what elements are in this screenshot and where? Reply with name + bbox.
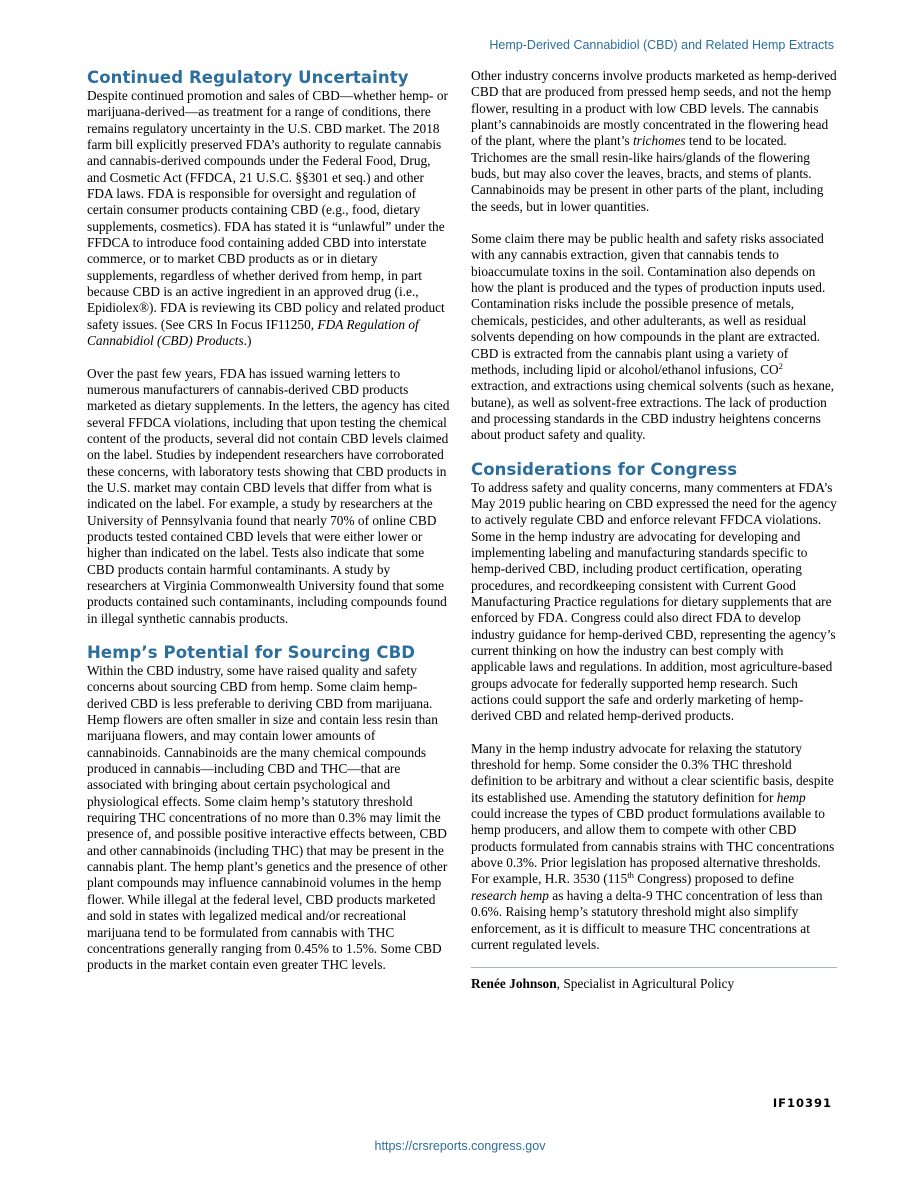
- document-number: IF10391: [772, 1096, 832, 1110]
- superscript: th: [627, 870, 634, 881]
- italic-term-hemp: hemp: [776, 789, 806, 805]
- citation-title: FDA Regulation of Cannabidiol (CBD) Products: [87, 316, 419, 349]
- heading-hemp-potential: Hemp’s Potential for Sourcing CBD: [87, 643, 416, 662]
- byline-divider: [471, 967, 837, 968]
- paragraph-extraction-risks: [471, 231, 837, 443]
- paragraph-text: Many in the hemp industry advocate for relaxing the statutory threshold for hemp. Some consider the 0.3% THC threshold definition to be arbitrary and without a clear scientific basis, despite its established use. Amending the statutory definition for: [471, 740, 834, 805]
- running-header: Hemp-Derived Cannabidiol (CBD) and Related Hemp Extracts: [489, 38, 834, 52]
- author-byline: [471, 976, 837, 992]
- paragraph-text: .): [243, 333, 252, 349]
- left-column: [87, 68, 450, 990]
- italic-term-trichomes: trichomes: [632, 133, 686, 149]
- superscript: 2: [778, 360, 783, 371]
- author-title: , Specialist in Agricultural Policy: [556, 976, 735, 992]
- paragraph-text: Congress) proposed to define: [633, 871, 794, 887]
- paragraph-regulatory-1: [87, 88, 450, 350]
- paragraph-regulatory-2: Over the past few years, FDA has issued warning letters to numerous manufacturers of cannabis-derived CBD products marketed as dietary supplements. In the letters, the agency has cited several FFDCA violations, including that upon testing the chemical content of the products, several did not contain CBD levels claimed on the label. Studies by independent researchers have corroborated these concerns, with laboratory tests showing that CBD products in the U.S. market may contain CBD levels that differ from what is indicated on the label. For example, a study by researchers at the University of Pennsylvania found that nearly 70% of online CBD products tested contained CBD levels that were either lower or higher than indicated on the label. Tests also indicate that some CBD products contain harmful contaminants. A study by researchers at Virginia Commonwealth University found that some products contained such contaminants, including compounds found in illegal synthetic cannabis products.: [87, 365, 450, 626]
- paragraph-text: could increase the types of CBD product formulations available to hemp producers, and allow them to compete with other CBD products formulated from cannabis strains with THC concentrations above 0.3%. Prior legislation has proposed alternative thresholds. For example, H.R. 3530 (115: [471, 806, 835, 887]
- paragraph-text: Despite continued promotion and sales of CBD—whether hemp- or marijuana-derived—as treatment for a range of conditions, there remains regulatory uncertainty in the U.S. CBD market. The 2018 farm bill explicitly preserved FDA’s authority to regulate cannabis and cannabis-derived compounds under the Federal Food, Drug, and Cosmetic Act (FFDCA, 21 U.S.C. §§301 et seq.) and other FDA laws. FDA is responsible for oversight and regulation of certain consumer products containing CBD (e.g., food, dietary supplements, cosmetics). FDA has stated it is “unlawful” under the FFDCA to introduce food containing added CBD into interstate commerce, or to market CBD products as or in dietary supplements, regardless of whether derived from hemp, in part because CBD is an active ingredient in an approved drug (i.e., Epidiolex®). FDA is reviewing its CBD policy and related product safety issues. (See CRS In Focus IF11250,: [87, 88, 448, 332]
- paragraph-seeds-concern: [471, 68, 837, 215]
- italic-term-research-hemp: research hemp: [471, 887, 549, 903]
- paragraph-considerations-1: To address safety and quality concerns, many commenters at FDA’s May 2019 public hearing on CBD expressed the need for the agency to actively regulate CBD and enforce relevant FFDCA violations. Some in the hemp industry are advocating for developing and implementing labeling and manufacturing standards specific to hemp-derived CBD, including product certification, operating procedures, and recordkeeping consistent with Current Good Manufacturing Practice regulations for dietary supplements that are enforced by FDA. Congress could also direct FDA to develop industry guidance for hemp-derived CBD, representing the agency’s current thinking on how the industry can best comply with applicable laws and regulations. In addition, most agriculture-based groups advocate for federally supported hemp research. Such actions could support the safe and orderly marketing of hemp-derived CBD and related hemp-derived products.: [471, 479, 837, 724]
- paragraph-text: Other industry concerns involve products marketed as hemp-derived CBD that are produced from pressed hemp seeds, and not the hemp flower, resulting in a product with low CBD levels. The cannabis plant’s cannabinoids are mostly concentrated in the flowering head of the plant, where the plant’s: [471, 68, 837, 149]
- paragraph-considerations-2: [471, 741, 837, 953]
- paragraph-text: as having a delta-9 THC concentration of less than 0.6%. Raising hemp’s statutory threshold might also simplify enforcement, as it is difficult to measure THC concentrations at current regulated levels.: [471, 887, 823, 952]
- footer-url-link[interactable]: https://crsreports.congress.gov: [374, 1139, 546, 1153]
- paragraph-text: Some claim there may be public health and safety risks associated with any cannabis extraction, given that cannabis tends to bioaccumulate toxins in the soil. Contamination also depends on how the plant is produced and the types of production inputs used. Contamination risks include the possible presence of metals, chemicals, pesticides, and other adulterants, as well as residual solvents depending on how compounds in the plant are extracted. CBD is extracted from the cannabis plant using a variety of methods, including lipid or alcohol/ethanol infusions, CO: [471, 231, 826, 377]
- author-name: Renée Johnson: [471, 976, 557, 992]
- paragraph-text: tend to be located. Trichomes are the small resin-like hairs/glands of the flowering buds, but may also cover the leaves, bracts, and stems of plants. Cannabinoids may be present in other parts of the plant, including the seeds, but in lower quantities.: [471, 133, 824, 214]
- right-column: [471, 68, 837, 1009]
- paragraph-hemp-potential-1: Within the CBD industry, some have raised quality and safety concerns about sourcing CBD from hemp. Some claim hemp-derived CBD is less preferable to deriving CBD from marijuana. Hemp flowers are often smaller in size and contain less resin than marijuana flowers, and may contain lower amounts of cannabinoids. Cannabinoids are the many chemical compounds produced in cannabis—including CBD and THC—that are associated with bringing about certain psychological and physiological effects. Some claim hemp’s statutory threshold requiring THC concentrations of no more than 0.3% may limit the presence of, and possible positive interactive effects between, CBD and other cannabinoids (including THC) that may be present in the cannabis plant. The hemp plant’s genetics and the presence of other plant compounds may influence cannabinoid volumes in the hemp flower. While illegal at the federal level, CBD products marketed and sold in states with legalized medical and/or recreational marijuana tend to be formulated from cannabis with THC concentrations generally ranging from 0.45% to 1.5%. Some CBD products in the market contain even greater THC levels.: [87, 663, 448, 973]
- heading-regulatory-uncertainty: Continued Regulatory Uncertainty: [87, 68, 409, 87]
- heading-considerations-congress: Considerations for Congress: [471, 459, 738, 479]
- paragraph-text: extraction, and extractions using chemical solvents (such as hexane, butane), as well as solvent-free extractions. The lack of production and processing standards in the CBD industry heightens concerns about product safety and quality.: [471, 378, 835, 443]
